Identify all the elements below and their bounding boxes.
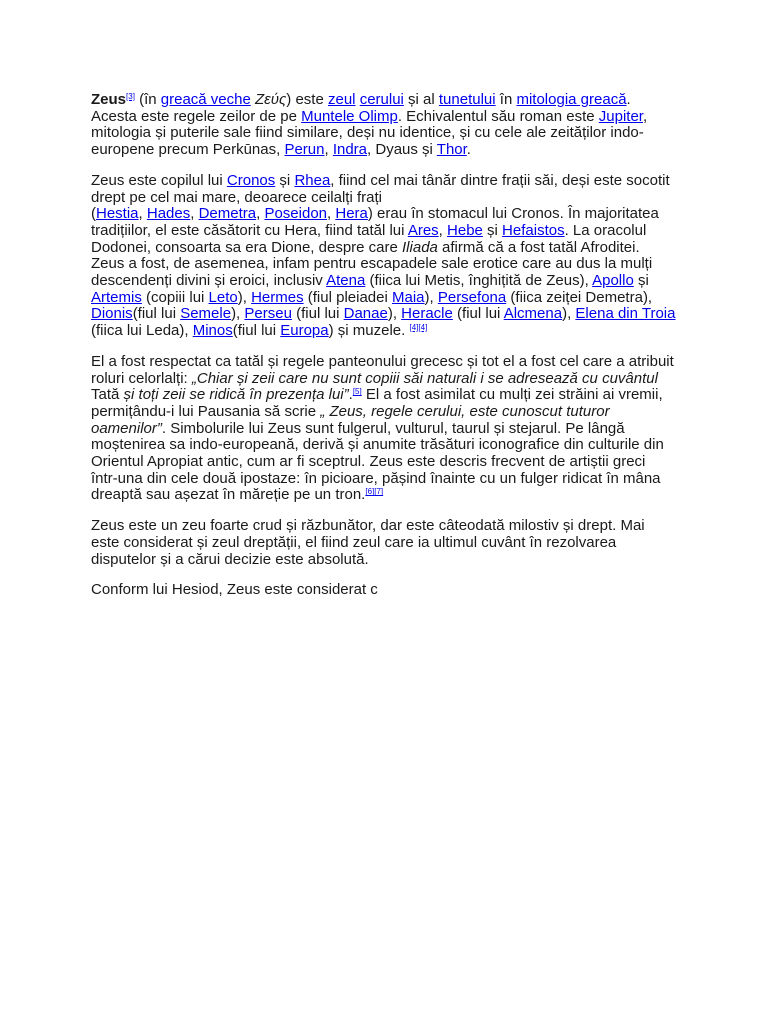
- citation-ref: [374, 487, 383, 496]
- text-run: ,: [324, 141, 333, 159]
- link-europa[interactable]: Europa: [280, 322, 329, 340]
- italic-text: și toți zeii se ridică în prezența lui”: [123, 386, 349, 404]
- text-run: ),: [231, 305, 245, 323]
- link-zeul[interactable]: zeul: [327, 91, 356, 108]
- text-run: (fiica lui Metis, înghițită de Zeus),: [365, 272, 593, 290]
- link-perseu[interactable]: Perseu: [244, 305, 292, 323]
- text-run: în: [495, 91, 517, 108]
- citation-link[interactable]: [6]: [365, 487, 375, 497]
- link-cerului[interactable]: cerului: [359, 91, 404, 108]
- text-run: (: [91, 205, 96, 223]
- link-semele[interactable]: Semele: [180, 305, 232, 323]
- text-run: ) este: [286, 91, 328, 108]
- text-run: (în: [134, 91, 161, 108]
- text-run: (fiul lui: [232, 322, 281, 340]
- text-run: , mitologia și puterile sale fiind similare, deși nu identice, și cu cele ale zeităților indo-europene precum Perkūnas,: [91, 107, 648, 159]
- text-run: , fiind cel mai tânăr dintre frații săi, deși este socotit drept pe cel mai mare, deoarece ceilalți frați: [91, 171, 670, 206]
- text-run: . Echivalentul său roman este: [397, 107, 599, 125]
- link-tunetului[interactable]: tunetului: [438, 91, 496, 108]
- text-run: ),: [237, 288, 252, 306]
- text-run: (fiica zeiței Demetra),: [506, 288, 653, 306]
- citation-link[interactable]: [4]: [409, 323, 419, 333]
- link-artemis[interactable]: Artemis: [91, 288, 142, 306]
- italic-text: „Chiar și zeii care nu sunt copiii săi naturali i se adresează cu cuvântul: [191, 369, 658, 387]
- link-mitologia-greaca[interactable]: mitologia greacă: [516, 91, 627, 108]
- text-run: .: [348, 386, 353, 404]
- bold-text: Zeus: [91, 91, 127, 108]
- text-run: . Simbolurile lui Zeus sunt fulgerul, vulturul, taurul și stejarul. Pe lângă moștenirea sa indo-europeană, derivă și anumite trăsături iconografice din culturile din Orientul Apropiat antic, cum ar fi sceptrul. Zeus este descris frecvent de artiștii greci într-una din cele două ipostaze: în picioare, pășind înainte cu un fulger ridicat în mâna dreaptă sau așezat în măreție pe un tron.: [91, 419, 664, 504]
- link-persefona[interactable]: Persefona: [437, 288, 507, 306]
- text-run: ,: [256, 205, 265, 223]
- link-elena-din-troia[interactable]: Elena din Troia: [575, 305, 676, 323]
- text-run: și al: [403, 91, 439, 108]
- text-run: ,: [190, 205, 199, 223]
- paragraph-family: [91, 173, 676, 340]
- citation-ref: [418, 323, 427, 332]
- link-demetra[interactable]: Demetra: [198, 205, 257, 223]
- link-rhea[interactable]: Rhea: [294, 171, 331, 189]
- text-run: și: [633, 272, 649, 290]
- paragraph-hesiod: [91, 582, 676, 599]
- italic-text: Iliada: [402, 238, 438, 256]
- citation-ref: [353, 387, 362, 396]
- link-atena[interactable]: Atena: [326, 272, 366, 290]
- text-run: . Acesta este regele zeilor de pe: [91, 91, 631, 125]
- citation-link[interactable]: [7]: [374, 487, 384, 497]
- text-run: (fiica lui Leda),: [91, 322, 193, 340]
- citation-ref: [365, 487, 374, 496]
- text-run: .: [466, 141, 471, 159]
- link-perun[interactable]: Perun: [284, 141, 325, 159]
- text-run: , Dyaus și: [367, 141, 437, 159]
- text-run: ,: [138, 205, 147, 223]
- text-run: Zeus este un zeu foarte crud și răzbunător, dar este câteodată milostiv și drept. Mai este considerat și zeul dreptății, el fiind zeul care ia ultimul cuvânt în rezolvarea disputelor și a cărui decizie este absolută.: [91, 517, 645, 568]
- text-run: ) și muzele.: [328, 322, 410, 340]
- link-cronos[interactable]: Cronos: [226, 171, 276, 189]
- text-run: ),: [387, 305, 402, 323]
- link-hefaistos[interactable]: Hefaistos: [502, 221, 565, 239]
- link-hebe[interactable]: Hebe: [447, 221, 483, 239]
- link-dionis[interactable]: Dionis: [91, 305, 133, 323]
- link-leto[interactable]: Leto: [208, 288, 238, 306]
- text-run: ,: [438, 221, 448, 239]
- link-ares[interactable]: Ares: [407, 221, 439, 239]
- text-run: . La oracolul Dodonei, consoarta sa era Dione, despre care: [91, 221, 647, 256]
- link-poseidon[interactable]: Poseidon: [264, 205, 328, 223]
- text-run: Tată: [91, 386, 124, 404]
- text-run: (copiii lui: [141, 288, 209, 306]
- link-greaca-veche[interactable]: greacă veche: [160, 91, 251, 108]
- text-run: (fiul lui: [452, 305, 504, 323]
- article-body: [91, 92, 676, 613]
- link-maia[interactable]: Maia: [391, 288, 425, 306]
- text-run: ,: [327, 205, 336, 223]
- link-apollo[interactable]: Apollo: [592, 272, 634, 290]
- link-heracle[interactable]: Heracle: [401, 305, 453, 323]
- paragraph-character: [91, 518, 676, 568]
- link-hermes[interactable]: Hermes: [251, 288, 304, 306]
- text-run: (fiul pleiadei: [303, 288, 392, 306]
- link-thor[interactable]: Thor: [436, 141, 467, 159]
- text-run: ),: [424, 288, 438, 306]
- link-hera[interactable]: Hera: [335, 205, 368, 223]
- text-run: Zeus este copilul lui: [91, 171, 227, 189]
- text-run: (fiul lui: [132, 305, 181, 323]
- text-run: ),: [562, 305, 576, 323]
- italic-text: Ζεύς: [255, 91, 287, 108]
- text-run: El a fost respectat ca tatăl și regele panteonului grecesc și tot el a fost cel care a atribuit roluri celorlalți:: [91, 352, 674, 387]
- paragraph-intro: [91, 92, 676, 159]
- text-run: afirmă că a fost tatăl Afroditei. Zeus a fost, de asemenea, infam pentru escapadele sale erotice care au dus la mulți descendenți divini și eroici, inclusiv: [91, 238, 653, 290]
- link-jupiter[interactable]: Jupiter: [598, 107, 643, 125]
- citation-link[interactable]: [5]: [352, 387, 362, 397]
- paragraph-worship: [91, 354, 676, 504]
- link-hestia[interactable]: Hestia: [96, 205, 139, 223]
- link-muntele-olimp[interactable]: Muntele Olimp: [301, 107, 398, 125]
- citation-ref: [126, 92, 135, 101]
- link-hades[interactable]: Hades: [146, 205, 191, 223]
- text-run: (fiul lui: [291, 305, 344, 323]
- text-run: și: [275, 171, 295, 189]
- text-run: ) erau în stomacul lui Cronos. În majoritatea tradițiilor, el este căsătorit cu Hera, fiind tatăl lui: [91, 205, 659, 239]
- link-alcmena[interactable]: Alcmena: [503, 305, 563, 323]
- citation-link[interactable]: [4]: [418, 323, 428, 333]
- link-minos[interactable]: Minos: [192, 322, 233, 340]
- text-run: și: [482, 221, 503, 239]
- citation-link[interactable]: [3]: [126, 92, 135, 101]
- text-run: Conform lui Hesiod, Zeus este considerat c: [91, 581, 378, 599]
- italic-text: „ Zeus, regele cerului, este cunoscut tuturor oamenilor”: [91, 402, 610, 437]
- text-run: El a fost asimilat cu mulți zei străini ai vremii, permițându-i lui Pausania să scrie: [91, 386, 663, 420]
- link-danae[interactable]: Danae: [343, 305, 388, 323]
- link-indra[interactable]: Indra: [332, 141, 368, 159]
